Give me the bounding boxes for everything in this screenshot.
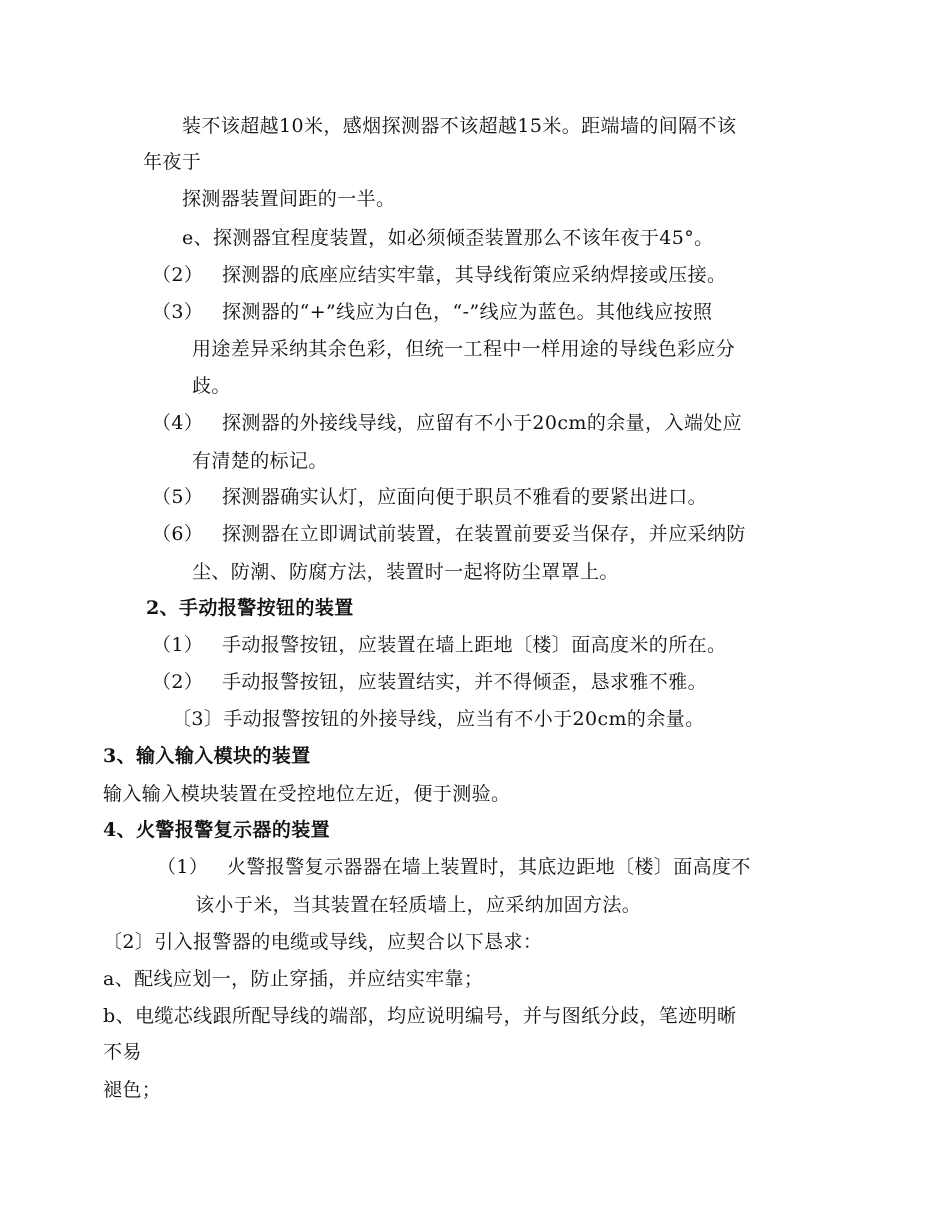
list-item	[152, 633, 726, 657]
list-text: 探测器的外接线导线，应留有不小于20cm的余量，入端处应	[222, 412, 743, 434]
list-text: 探测器的“+”线应为白色，“-”线应为蓝色。其他线应按照	[222, 301, 713, 323]
list-number: （2）	[152, 264, 204, 286]
paragraph-line: 褪色；	[103, 1079, 162, 1101]
list-item: 〔3〕手动报警按钮的外接导线，应当有不小于20cm的余量。	[172, 708, 705, 730]
list-item-b: b、电缆芯线跟所配导线的端部，均应说明编号，并与图纸分歧，笔迹明晰	[103, 1005, 737, 1027]
list-number: （3）	[152, 301, 204, 323]
list-text: 探测器在立即调试前装置，在装置前要妥当保存，并应采纳防	[222, 523, 746, 545]
paragraph-line: 年夜于	[143, 151, 202, 173]
paragraph-line: 该小于米，当其装置在轻质墙上，应采纳加固方法。	[195, 894, 642, 916]
paragraph-line: 不易	[103, 1041, 142, 1063]
list-item	[157, 855, 751, 879]
paragraph-line: 有清楚的标记。	[192, 450, 328, 472]
section-heading: 3、输入输入模块的装置	[103, 745, 311, 767]
list-number: （1）	[152, 634, 204, 656]
paragraph-line: 歧。	[192, 375, 231, 397]
list-number: （2）	[152, 671, 204, 693]
list-item	[152, 300, 712, 324]
list-number: （5）	[152, 486, 204, 508]
paragraph-line: 尘、防潮、防腐方法，装置时一起将防尘罩罩上。	[192, 561, 619, 583]
list-item	[152, 522, 746, 546]
list-number: （1）	[157, 856, 209, 878]
list-text: 手动报警按钮，应装置在墙上距地〔楼〕面高度米的所在。	[222, 634, 727, 656]
list-text: 探测器确实认灯，应面向便于职员不雅看的要紧出进口。	[222, 486, 708, 508]
list-item-a: a、配线应划一，防止穿插，并应结实牢靠；	[103, 968, 484, 990]
list-item	[152, 670, 707, 694]
list-text: 探测器的底座应结实牢靠，其导线衔策应采纳焊接或压接。	[222, 264, 727, 286]
list-item: 〔2〕引入报警器的电缆或导线，应契合以下恳求：	[103, 931, 543, 953]
paragraph-line: 装不该超越10米，感烟探测器不该超越15米。距端墙的间隔不该	[182, 115, 737, 137]
list-number: （6）	[152, 523, 204, 545]
paragraph-line: 用途差异采纳其余色彩，但统一工程中一样用途的导线色彩应分	[192, 338, 736, 360]
paragraph-line: 输入输入模块装置在受控地位左近，便于测验。	[103, 783, 511, 805]
list-item	[152, 485, 707, 509]
list-item	[152, 411, 742, 435]
list-item-e: e、探测器宜程度装置，如必须倾歪装置那么不该年夜于45°。	[182, 227, 714, 249]
paragraph-line: 探测器装置间距的一半。	[182, 188, 396, 210]
section-heading: 4、火警报警复示器的装置	[103, 819, 331, 841]
section-heading: 2、手动报警按钮的装置	[146, 597, 354, 619]
list-item	[152, 263, 726, 287]
list-number: （4）	[152, 412, 204, 434]
list-text: 火警报警复示器器在墙上装置时，其底边距地〔楼〕面高度不	[227, 856, 751, 878]
list-text: 手动报警按钮，应装置结实，并不得倾歪，恳求雅不雅。	[222, 671, 708, 693]
